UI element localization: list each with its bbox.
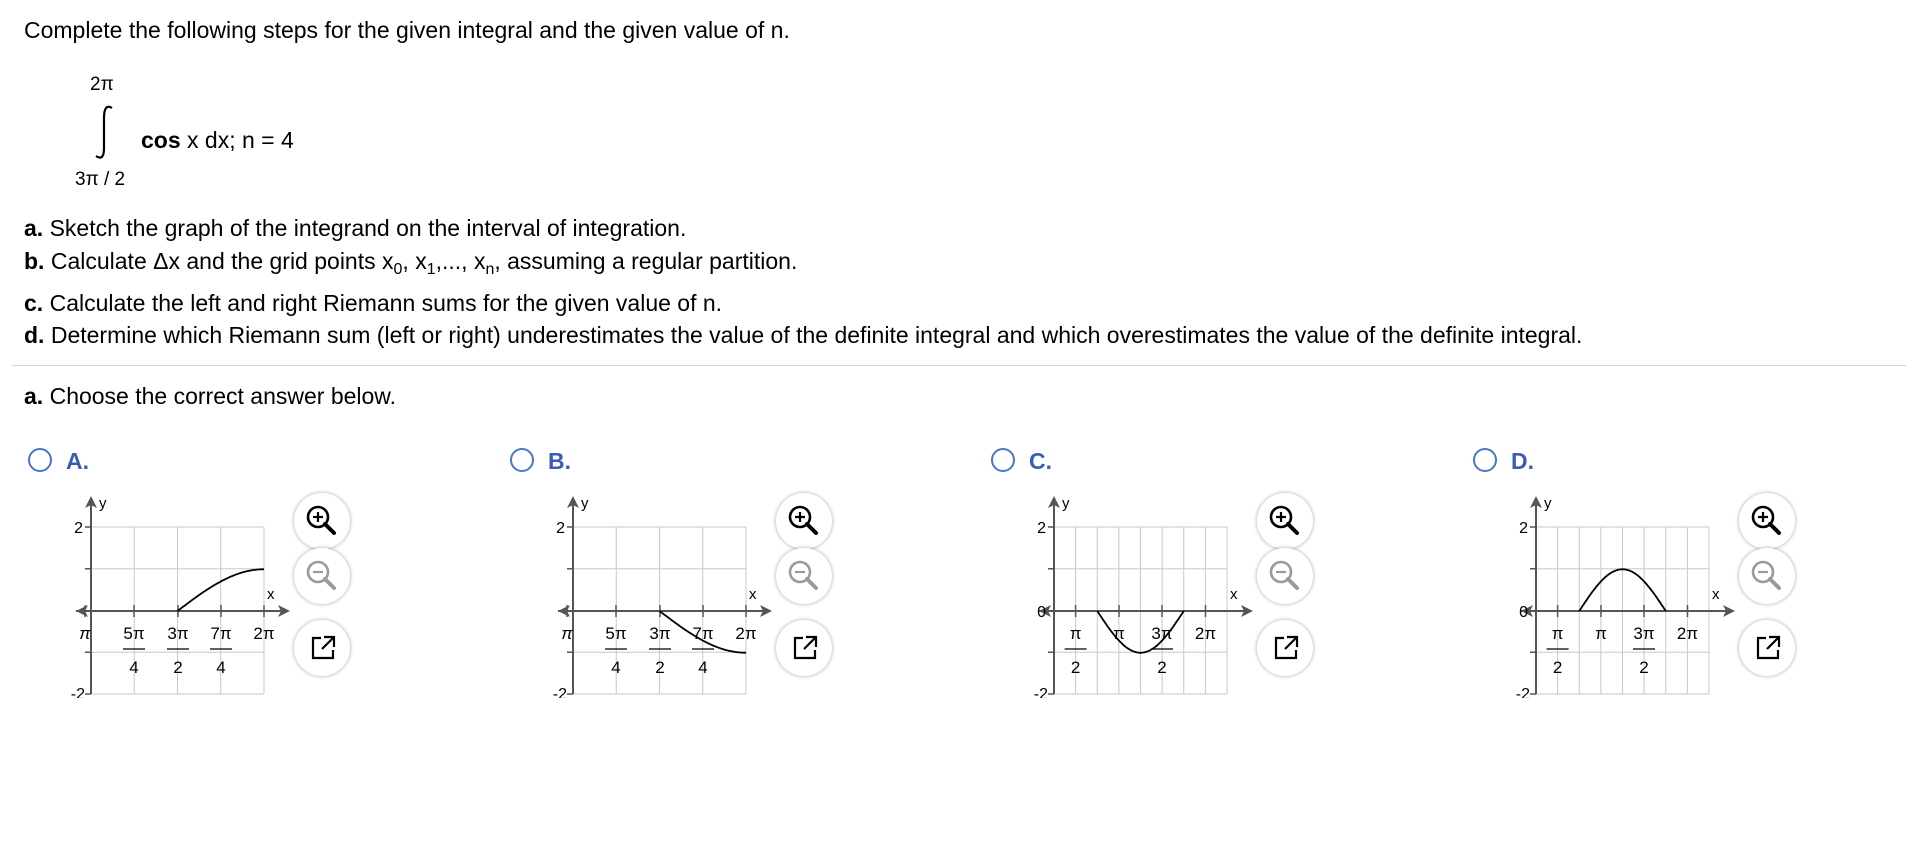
x-tick-label: 5π [123,624,145,643]
option-b-graph [522,488,812,698]
x-tick-label: 2 [1639,658,1649,677]
zoom-out-icon [1271,562,1297,588]
y-axis-label: y [1062,495,1070,512]
x-axis-label: x [1712,586,1720,603]
step-c: c. Calculate the left and right Riemann sums for the given value of n. [24,290,723,316]
option-b-open-external-button[interactable] [776,620,832,676]
x-tick-label: 4 [129,658,139,677]
graph-axes [558,496,772,694]
section-divider [12,365,1906,366]
option-d-label[interactable]: D. [1511,448,1534,474]
x-tick-label: 3π [1151,624,1173,643]
x-tick-label: 2 [173,658,183,677]
option-b-label[interactable]: B. [548,448,571,474]
option-c-zoom-out-button[interactable] [1257,548,1313,604]
zoom-in-icon [1753,507,1779,533]
graph-axes [76,496,290,694]
x-tick-label: 7π [692,624,714,643]
y-tick-bottom: -2 [552,686,567,698]
x-tick-label: 3π [1633,624,1655,643]
x-tick-label: 2 [1552,658,1563,677]
option-a-radio[interactable] [28,448,52,472]
y-tick-origin: 0 [1037,604,1046,621]
option-b-radio[interactable] [510,448,534,472]
y-tick-top: 2 [1519,520,1528,537]
y-tick-top: 2 [1037,520,1046,537]
option-c-label[interactable]: C. [1029,448,1052,474]
y-tick-top: 2 [556,520,565,537]
zoom-in-icon [1271,507,1297,533]
x-tick-label: π [1113,624,1125,643]
x-tick-label: 5π [605,624,627,643]
y-tick-bottom: -2 [1515,686,1530,698]
x-tick-label: π [561,624,573,643]
option-d-open-external-button[interactable] [1739,620,1795,676]
x-tick-label: π [79,624,91,643]
x-tick-label: π [1069,624,1082,643]
y-tick-origin: 0 [1519,604,1528,621]
option-c-radio[interactable] [991,448,1015,472]
integral-upper-limit: 2π [90,74,114,95]
x-tick-label: 2 [655,658,665,677]
integrand [141,127,294,154]
option-c-zoom-in-button[interactable] [1257,493,1313,549]
x-tick-label: 2π [253,624,275,643]
option-b-zoom-out-button[interactable] [776,548,832,604]
y-axis-label: y [99,495,107,512]
zoom-out-icon [1753,562,1779,588]
x-axis-label: x [267,586,275,603]
y-tick-top: 2 [74,520,83,537]
x-axis-label: x [1230,586,1238,603]
x-tick-label: 4 [216,658,226,677]
integrand-function: cos [141,127,181,153]
option-b-zoom-in-button[interactable] [776,493,832,549]
option-d-zoom-in-button[interactable] [1739,493,1795,549]
open-external-icon [313,637,334,658]
open-external-icon [795,637,816,658]
y-tick-bottom: -2 [70,686,85,698]
x-tick-label: 7π [210,624,232,643]
x-tick-label: 4 [698,658,708,677]
step-a: a. Sketch the graph of the integrand on the interval of integration. [24,215,687,241]
integral-sign-icon [92,104,118,162]
x-tick-label: 2π [1194,624,1217,643]
option-d-radio[interactable] [1473,448,1497,472]
zoom-out-icon [790,562,816,588]
y-axis-label: y [1544,495,1552,512]
option-a-open-external-button[interactable] [294,620,350,676]
option-c-graph [1003,488,1293,698]
option-c-open-external-button[interactable] [1257,620,1313,676]
x-tick-label: 4 [611,658,621,677]
open-external-icon [1758,637,1779,658]
open-external-icon [1276,637,1297,658]
integrand-rest: x dx; n = 4 [180,127,294,153]
question-prompt: a. Choose the correct answer below. [24,383,397,409]
x-tick-label: 2π [1676,624,1699,643]
step-b: b. Calculate Δx and the grid points $x_0$, $x_1$,..., $x_n$, assuming a regular partition. [24,248,798,278]
option-a-zoom-out-button[interactable] [294,548,350,604]
x-axis-label: x [749,586,757,603]
y-axis-label: y [581,495,589,512]
y-tick-bottom: -2 [1033,686,1048,698]
zoom-in-icon [790,507,816,533]
instructions-text: Complete the following steps for the given integral and the given value of n. [24,17,790,43]
x-tick-label: 2 [1070,658,1081,677]
option-a-zoom-in-button[interactable] [294,493,350,549]
step-d: d. Determine which Riemann sum (left or right) underestimates the value of the definite integral and which overestimates the value of the definite integral. [24,322,1583,348]
option-a-label[interactable]: A. [66,448,89,474]
x-tick-label: 3π [649,624,671,643]
zoom-out-icon [308,562,334,588]
zoom-in-icon [308,507,334,533]
x-tick-label: 3π [167,624,189,643]
integral-lower-limit: 3π / 2 [75,169,126,190]
x-tick-label: π [1595,624,1607,643]
x-tick-label: 2π [735,624,757,643]
option-d-graph [1485,488,1775,698]
option-d-zoom-out-button[interactable] [1739,548,1795,604]
x-tick-label: 2 [1157,658,1167,677]
x-tick-label: π [1551,624,1564,643]
option-a-graph [40,488,330,698]
